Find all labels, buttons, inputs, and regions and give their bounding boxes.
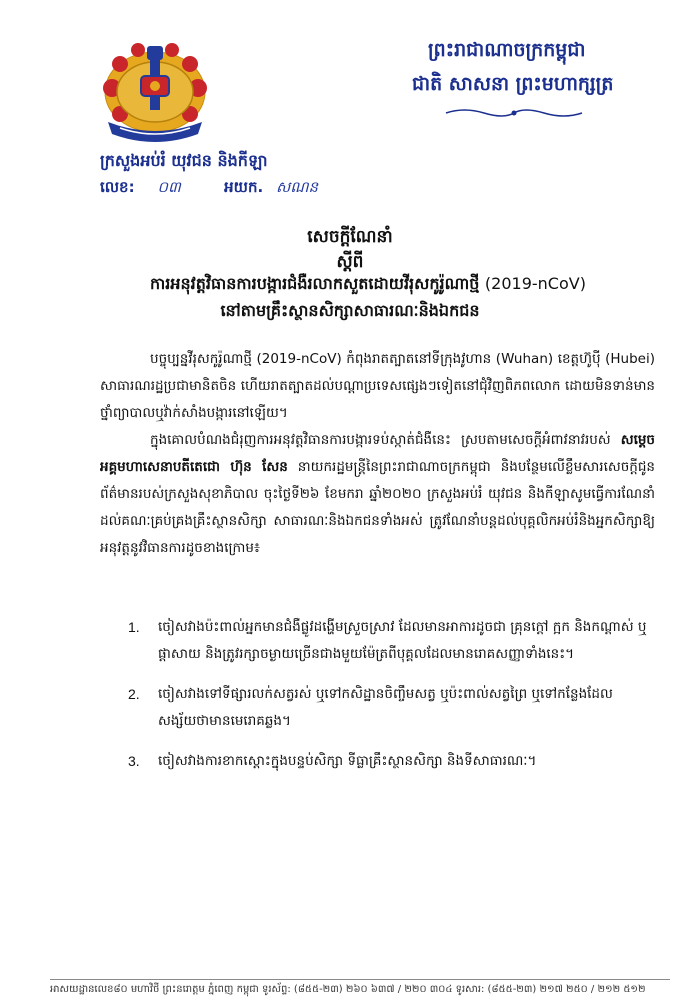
list-item-text: ចៀសវាងប៉ះពាល់អ្នកមានជំងឺផ្លូវដង្ហើមស្រួចស្រាវ ដែលមានអាការដូចជា គ្រុនក្ដៅ ក្អក និងកណ្ដាស់ ឬផ្ដាសាយ និងត្រូវរក្សាចម្ងាយច្រើនជាងមួយម៉ែត្រពីបុគ្គលដែលមានរោគសញ្ញាទាំងនេះ។ [158, 619, 647, 662]
paragraph-1: បច្ចុប្បន្នវីរុសកូរ៉ូណាថ្មី (2019-nCoV) កំពុងរាតត្បាតនៅទីក្រុងវូហាន (Wuhan) ខេត្តហ៊ូប៉ី (Hubei) សាធារណរដ្ឋប្រជាមានិតចិន ហើយរាតត្បាតដល់បណ្ដាប្រទេសផ្សេងៗទៀតនៅជុំវិញពិភពលោក ដោយមិនទាន់មានថ្នាំព្យាបាលឬវ៉ាក់សាំងបង្ការនៅឡើយ។ [100, 351, 655, 421]
kingdom-heading: ព្រះរាជាណាចក្រកម្ពុជា [428, 39, 586, 61]
leader-name: សម្ដេចអគ្គមហាសេនាបតីតេជោ ហ៊ុន សែន [100, 432, 655, 475]
title-subject-text: ការអនុវត្តវិធានការបង្ការជំងឺរលាកសួតដោយវីរុសកូរ៉ូណាថ្មី [150, 274, 480, 293]
list-item-number: 2. [128, 686, 140, 702]
reference-number [100, 178, 318, 200]
list-item [128, 748, 655, 775]
office-value: សណន [275, 178, 319, 196]
virus-code: (2019-nCoV) [484, 274, 586, 293]
paragraph-2-start: ក្នុងគោលបំណងជំរុញការអនុវត្តវិធានការបង្ការទប់ស្កាត់ជំងឺនេះ ស្របតាមសេចក្ដីអំពាវនាវរបស់ [150, 432, 611, 448]
number-label: លេខ: [100, 178, 135, 196]
title-scope: នៅតាមគ្រឹះស្ថានសិក្សាសាធារណៈនិងឯកជន [220, 301, 480, 320]
list-item-number: 1. [128, 619, 140, 635]
list-item [128, 681, 655, 735]
measures-list [128, 614, 655, 788]
list-item [128, 614, 655, 668]
title-about: ស្ដីពី [336, 252, 364, 272]
ministry-name: ក្រសួងអប់រំ យុវជន និងកីឡា [100, 151, 268, 170]
ministry-logo-icon [100, 36, 210, 148]
office-label: អយក. [224, 178, 264, 196]
list-item-text: ចៀសវាងការខាកស្ដោះក្នុងបន្ទប់សិក្សា ទីធ្លាគ្រឹះស្ថានសិក្សា និងទីសាធារណៈ។ [158, 753, 537, 769]
footer-divider [50, 979, 670, 980]
title-subject [88, 273, 648, 297]
footer-address: អាសយដ្ឋានលេខ៨០ មហាវិថី ព្រះនរោត្តម ភ្នំពេញ កម្ពុជា ទូរស័ព្ទ: (៨៥៥-២៣) ២៦០ ៦៣៧ / ២២០ ៣០៤ ទូរសារ: (៨៥៥-២៣) ២១៧ ២៥០ / ២១២ ៥១២ [50, 984, 646, 995]
paragraph-2 [100, 427, 655, 562]
list-item-text: ចៀសវាងទៅទីផ្សារលក់សត្វរស់ ឬទៅកសិដ្ឋានចិញ្ចឹមសត្វ ឬប៉ះពាល់សត្វព្រៃ ឬទៅកន្លែងដែលសង្ស័យថាមានមេរោគឆ្លង។ [158, 686, 613, 729]
motto-flourish-icon [444, 106, 584, 120]
paragraph-2-end: នាយករដ្ឋមន្ត្រីនៃព្រះរាជាណាចក្រកម្ពុជា និងបន្ថែមលើខ្លឹមសារសេចក្ដីជូនព័ត៌មានរបស់ក្រសួងសុខាភិបាល ចុះថ្ងៃទី២៦ ខែមករា ឆ្នាំ២០២០ ក្រសួងអប់រំ យុវជន និងកីឡាសូមធ្វើការណែនាំដល់គណៈគ្រប់គ្រងគ្រឹះស្ថានសិក្សា សាធារណៈនិងឯកជនទាំងអស់ ត្រូវណែនាំបន្តដល់បុគ្គលិកអប់រំនិងអ្នកសិក្សាឱ្យអនុវត្តនូវវិធានការដូចខាងក្រោម៖ [100, 459, 655, 556]
national-motto: ជាតិ សាសនា ព្រះមហាក្សត្រ [412, 73, 614, 95]
list-item-number: 3. [128, 753, 140, 769]
number-value: ០៣ [157, 178, 181, 196]
document-title: សេចក្ដីណែនាំ [307, 227, 393, 247]
